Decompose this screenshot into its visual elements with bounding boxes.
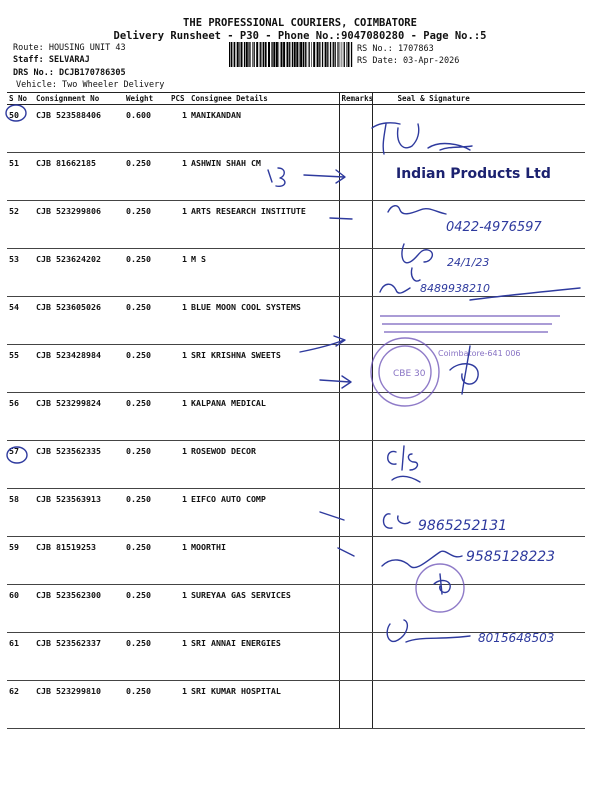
barcode-bar — [256, 42, 258, 67]
consignee-name: ROSEWOD DECOR — [189, 441, 339, 489]
barcode-bar — [319, 42, 320, 67]
sno-cell: 61 — [7, 633, 34, 681]
sno-cell: 62 — [7, 681, 34, 729]
rs-date: RS Date: 03-Apr-2026 — [357, 56, 460, 66]
barcode-bar — [273, 42, 275, 67]
pcs-cell: 1 — [169, 681, 189, 729]
barcode — [229, 42, 355, 67]
barcode-bar — [342, 42, 343, 67]
sno-cell: 58 — [7, 489, 34, 537]
table-row — [7, 441, 585, 489]
sno-cell: 56 — [7, 393, 34, 441]
barcode-bar — [252, 42, 253, 67]
seal-signature-cell — [372, 585, 585, 633]
sno-cell: 51 — [7, 153, 34, 201]
barcode-bar — [300, 42, 302, 67]
col-consignment: Consignment No — [34, 93, 124, 105]
consignee-name: KALPANA MEDICAL — [189, 393, 339, 441]
col-seal: Seal & Signature — [372, 93, 585, 105]
consignee-name: ASHWIN SHAH CM — [189, 153, 339, 201]
consignment-number: CJB 523299824 — [34, 393, 124, 441]
consignment-number: CJB 81519253 — [34, 537, 124, 585]
rs-number: RS No.: 1707863 — [357, 44, 434, 54]
phone-60: 9585128223 — [466, 549, 556, 565]
barcode-bar — [303, 42, 304, 67]
barcode-bar — [294, 42, 296, 67]
barcode-bar — [244, 42, 245, 67]
sno-cell: 55 — [7, 345, 34, 393]
barcode-bar — [233, 42, 234, 67]
seal-signature-cell — [372, 345, 585, 393]
consignment-number: CJB 523588406 — [34, 105, 124, 153]
remarks-cell — [339, 681, 372, 729]
weight-cell: 0.250 — [124, 393, 169, 441]
table-row — [7, 249, 585, 297]
barcode-bar — [260, 42, 261, 67]
remarks-cell — [339, 441, 372, 489]
remarks-cell — [339, 345, 372, 393]
remarks-cell — [339, 537, 372, 585]
table-row — [7, 585, 585, 633]
consignment-number: CJB 523624202 — [34, 249, 124, 297]
barcode-bar — [337, 42, 338, 67]
barcode-bar — [305, 42, 306, 67]
sno-cell: 50 — [7, 105, 34, 153]
weight-cell: 0.250 — [124, 537, 169, 585]
consignment-number: CJB 523562337 — [34, 633, 124, 681]
seal-signature-cell — [372, 393, 585, 441]
barcode-bar — [296, 42, 298, 67]
barcode-bar — [263, 42, 264, 67]
pcs-cell: 1 — [169, 153, 189, 201]
pcs-cell: 1 — [169, 489, 189, 537]
barcode-bar — [279, 42, 280, 67]
runsheet-table — [7, 92, 585, 729]
seal-signature-cell — [372, 249, 585, 297]
weight-cell: 0.250 — [124, 297, 169, 345]
pcs-cell: 1 — [169, 393, 189, 441]
table-row — [7, 633, 585, 681]
remarks-cell — [339, 393, 372, 441]
barcode-bar — [313, 42, 315, 67]
pcs-cell: 1 — [169, 585, 189, 633]
consignee-name: ARTS RESEARCH INSTITUTE — [189, 201, 339, 249]
barcode-bar — [262, 42, 263, 67]
weight-cell: 0.250 — [124, 153, 169, 201]
sno-cell: 52 — [7, 201, 34, 249]
barcode-bar — [333, 42, 334, 67]
consignment-number: CJB 523428984 — [34, 345, 124, 393]
stamp-line-55: Coimbatore-641 006 — [438, 349, 521, 358]
remarks-cell — [339, 585, 372, 633]
barcode-bar — [229, 42, 230, 67]
consignment-number: CJB 523605026 — [34, 297, 124, 345]
consignment-number: CJB 81662185 — [34, 153, 124, 201]
barcode-bar — [246, 42, 248, 67]
seal-signature-cell — [372, 441, 585, 489]
pcs-cell: 1 — [169, 249, 189, 297]
pcs-cell: 1 — [169, 537, 189, 585]
pcs-cell: 1 — [169, 105, 189, 153]
table-row — [7, 201, 585, 249]
barcode-bar — [241, 42, 243, 67]
barcode-bar — [307, 42, 308, 67]
seal-signature-cell — [372, 201, 585, 249]
sno-cell: 59 — [7, 537, 34, 585]
barcode-bar — [338, 42, 339, 67]
remarks-cell — [339, 105, 372, 153]
drs-number: DRS No.: DCJB170786305 — [13, 68, 126, 78]
barcode-bar — [281, 42, 283, 67]
sno-cell: 60 — [7, 585, 34, 633]
consignee-name: M S — [189, 249, 339, 297]
table-row — [7, 297, 585, 345]
consignee-name: BLUE MOON COOL SYSTEMS — [189, 297, 339, 345]
barcode-bar — [287, 42, 289, 67]
barcode-bar — [327, 42, 328, 67]
barcode-bar — [265, 42, 267, 67]
remarks-cell — [339, 153, 372, 201]
table-header-row — [7, 93, 585, 105]
pcs-cell: 1 — [169, 297, 189, 345]
phone-52: 0422-4976597 — [446, 220, 542, 235]
barcode-bar — [322, 42, 323, 67]
table-row — [7, 153, 585, 201]
barcode-bar — [237, 42, 239, 67]
barcode-bar — [335, 42, 336, 67]
phone-59: 9865252131 — [418, 518, 508, 534]
consignee-name: SUREYAA GAS SERVICES — [189, 585, 339, 633]
barcode-bar — [340, 42, 341, 67]
route-field: Route: HOUSING UNIT 43 — [13, 43, 126, 53]
consignee-name: SRI KRISHNA SWEETS — [189, 345, 339, 393]
sno-cell: 57 — [7, 441, 34, 489]
barcode-bar — [346, 42, 347, 67]
weight-cell: 0.250 — [124, 489, 169, 537]
seal-signature-cell — [372, 105, 585, 153]
barcode-bar — [299, 42, 300, 67]
sno-cell: 53 — [7, 249, 34, 297]
weight-cell: 0.250 — [124, 633, 169, 681]
table-row — [7, 537, 585, 585]
stamp-indian-products: Indian Products Ltd — [396, 166, 551, 182]
col-weight: Weight — [124, 93, 169, 105]
table-row — [7, 489, 585, 537]
remarks-cell — [339, 249, 372, 297]
sno-cell: 54 — [7, 297, 34, 345]
barcode-bar — [292, 42, 293, 67]
seal-signature-cell — [372, 537, 585, 585]
table-row — [7, 105, 585, 153]
weight-cell: 0.250 — [124, 201, 169, 249]
remarks-cell — [339, 201, 372, 249]
seal-signature-cell — [372, 297, 585, 345]
barcode-bar — [311, 42, 312, 67]
staff-field: Staff: SELVARAJ — [13, 55, 90, 65]
col-sno: S No — [7, 93, 34, 105]
weight-cell: 0.250 — [124, 441, 169, 489]
phone-62: 8015648503 — [478, 631, 555, 645]
consignee-name: EIFCO AUTO COMP — [189, 489, 339, 537]
weight-cell: 0.600 — [124, 105, 169, 153]
barcode-bar — [344, 42, 345, 67]
barcode-bar — [271, 42, 272, 67]
barcode-bar — [317, 42, 319, 67]
col-consignee: Consignee Details — [189, 93, 339, 105]
pcs-cell: 1 — [169, 633, 189, 681]
pcs-cell: 1 — [169, 201, 189, 249]
barcode-bar — [309, 42, 310, 67]
consignment-number: CJB 523562335 — [34, 441, 124, 489]
barcode-bar — [254, 42, 255, 67]
consignee-name: SRI ANNAI ENERGIES — [189, 633, 339, 681]
consignment-number: CJB 523563913 — [34, 489, 124, 537]
consignee-name: MANIKANDAN — [189, 105, 339, 153]
stamp-date-56: CBE 30 — [393, 369, 426, 379]
weight-cell: 0.250 — [124, 345, 169, 393]
remarks-cell — [339, 489, 372, 537]
pcs-cell: 1 — [169, 441, 189, 489]
col-remarks: Remarks — [339, 93, 372, 105]
barcode-bar — [231, 42, 232, 67]
seal-signature-cell — [372, 633, 585, 681]
consignee-name: MOORTHI — [189, 537, 339, 585]
date-53: 24/1/23 — [447, 256, 490, 269]
barcode-bar — [268, 42, 270, 67]
barcode-bar — [348, 42, 350, 67]
consignment-number: CJB 523299806 — [34, 201, 124, 249]
barcode-bar — [325, 42, 327, 67]
seal-signature-cell — [372, 153, 585, 201]
table-row — [7, 345, 585, 393]
table-row — [7, 393, 585, 441]
company-name: THE PROFESSIONAL COURIERS, COIMBATORE — [183, 17, 417, 29]
barcode-bar — [351, 42, 352, 67]
seal-signature-cell — [372, 681, 585, 729]
vehicle-field: Vehicle: Two Wheeler Delivery — [16, 80, 165, 90]
consignment-number: CJB 523299810 — [34, 681, 124, 729]
pcs-cell: 1 — [169, 345, 189, 393]
weight-cell: 0.250 — [124, 681, 169, 729]
barcode-bar — [276, 42, 278, 67]
phone-54: 8489938210 — [420, 282, 490, 295]
barcode-bar — [289, 42, 290, 67]
barcode-bar — [283, 42, 285, 67]
weight-cell: 0.250 — [124, 585, 169, 633]
barcode-bar — [234, 42, 235, 67]
barcode-bar — [250, 42, 251, 67]
runsheet-subtitle: Delivery Runsheet - P30 - Phone No.:9047080280 - Page No.:5 — [113, 30, 487, 42]
col-pcs: PCS — [169, 93, 189, 105]
remarks-cell — [339, 297, 372, 345]
barcode-bar — [239, 42, 240, 67]
seal-signature-cell — [372, 489, 585, 537]
table-row — [7, 681, 585, 729]
barcode-bar — [330, 42, 331, 67]
consignee-name: SRI KUMAR HOSPITAL — [189, 681, 339, 729]
consignment-number: CJB 523562300 — [34, 585, 124, 633]
remarks-cell — [339, 633, 372, 681]
barcode-bar — [248, 42, 249, 67]
weight-cell: 0.250 — [124, 249, 169, 297]
